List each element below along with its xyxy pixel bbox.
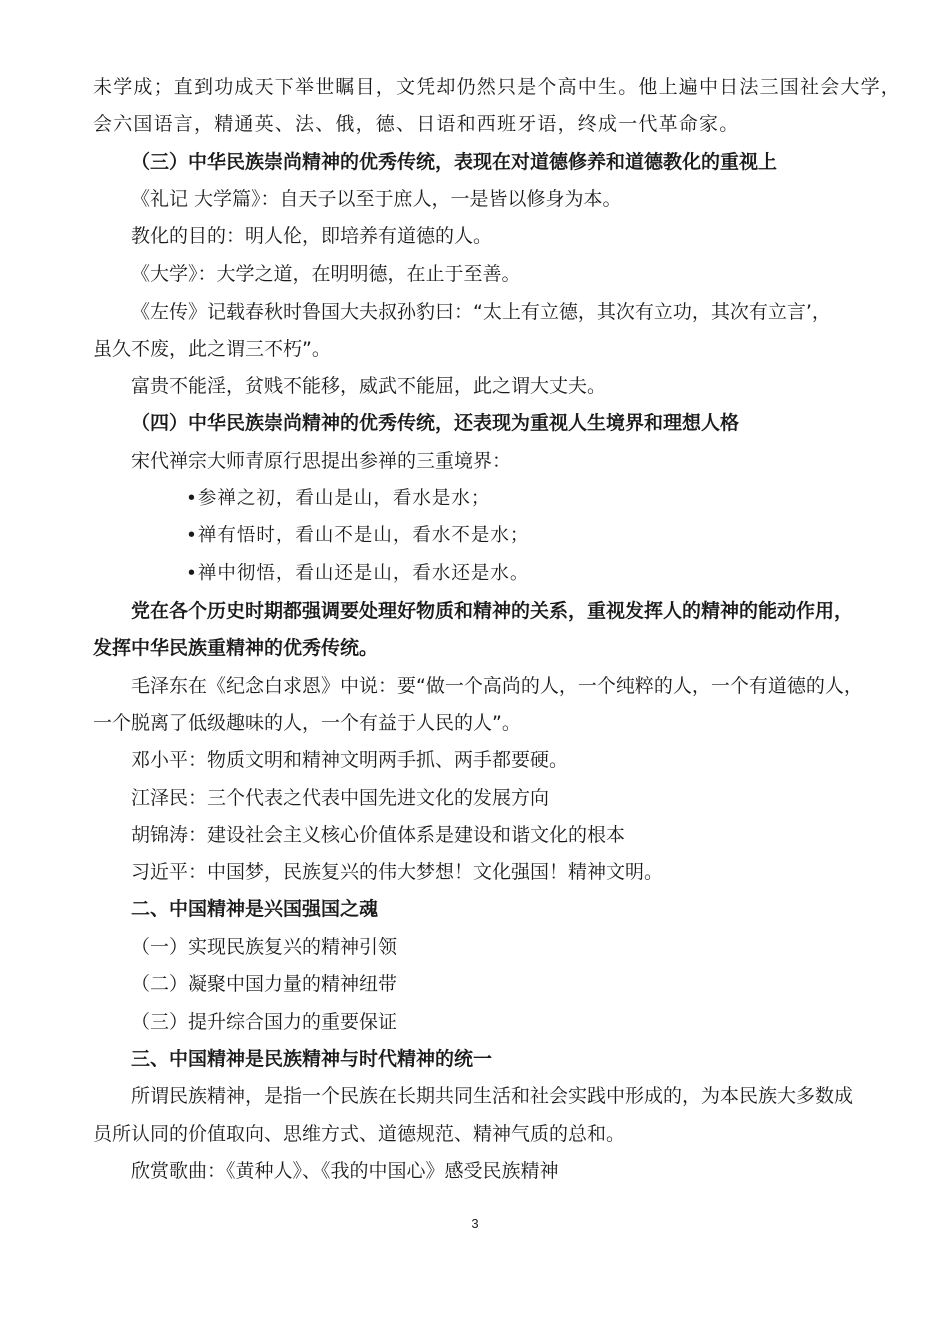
paragraph-line: 毛泽东在《纪念白求恩》中说：要“做一个高尚的人，一个纯粹的人，一个有道德的人， xyxy=(131,675,863,697)
paragraph-line: 邓小平：物质文明和精神文明两手抓、两手都要硬。 xyxy=(131,749,569,771)
bullet-item: •禅有悟时，看山不是山，看水不是水； xyxy=(186,525,530,546)
paragraph-line: 一个脱离了低级趣味的人，一个有益于人民的人”。 xyxy=(93,712,521,734)
bold-paragraph-line: 党在各个历史时期都强调要处理好物质和精神的关系，重视发挥人的精神的能动作用， xyxy=(131,600,854,622)
paragraph-line: 胡锦涛：建设社会主义核心价值体系是建设和谐文化的根本 xyxy=(131,824,626,846)
paragraph-line: 《礼记 大学篇》：自天子以至于庶人，一是皆以修身为本。 xyxy=(131,188,622,210)
paragraph-line: 员所认同的价值取向、思维方式、道德规范、精神气质的总和。 xyxy=(93,1123,626,1145)
subsection-item: （一）实现民族复兴的精神引领 xyxy=(131,936,398,958)
paragraph-line: 《大学》：大学之道，在明明德，在止于至善。 xyxy=(131,263,521,285)
paragraph-line: 虽久不废，此之谓三不朽”。 xyxy=(93,338,331,360)
bold-paragraph-line: 发挥中华民族重精神的优秀传统。 xyxy=(93,637,379,659)
paragraph-line: 未学成；直到功成天下举世瞩目，文凭却仍然只是个高中生。他上遍中日法三国社会大学， xyxy=(93,76,902,98)
paragraph-line: 教化的目的：明人伦，即培养有道德的人。 xyxy=(131,225,493,247)
bullet-item: •参禅之初，看山是山，看水是水； xyxy=(186,488,491,509)
section-heading: 二、中国精神是兴国强国之魂 xyxy=(131,898,379,920)
subsection-item: （三）提升综合国力的重要保证 xyxy=(131,1011,398,1033)
section-heading: （四）中华民族崇尚精神的优秀传统，还表现为重视人生境界和理想人格 xyxy=(131,412,740,434)
paragraph-line: 《左传》记载春秋时鲁国大夫叔孙豹曰：“太上有立德，其次有立功，其次有立言’， xyxy=(131,301,831,323)
subsection-item: （二）凝聚中国力量的精神纽带 xyxy=(131,973,398,995)
paragraph-line: 富贵不能淫，贫贱不能移，威武不能屈，此之谓大丈夫。 xyxy=(131,375,607,397)
paragraph-line: 会六国语言，精通英、法、俄，德、日语和西班牙语，终成一代革命家。 xyxy=(93,113,740,135)
paragraph-line: 欣赏歌曲：《黄种人》、《我的中国心》感受民族精神 xyxy=(131,1160,559,1182)
paragraph-line: 习近平：中国梦，民族复兴的伟大梦想！文化强国！精神文明。 xyxy=(131,861,664,883)
paragraph-line: 江泽民：三个代表之代表中国先进文化的发展方向 xyxy=(131,787,550,809)
section-heading: 三、中国精神是民族精神与时代精神的统一 xyxy=(131,1048,493,1070)
section-heading: （三）中华民族崇尚精神的优秀传统，表现在对道德修养和道德教化的重视上 xyxy=(131,151,778,173)
paragraph-line: 所谓民族精神，是指一个民族在长期共同生活和社会实践中形成的，为本民族大多数成 xyxy=(131,1085,854,1107)
page-number: 3 xyxy=(471,1216,479,1231)
paragraph-line: 宋代禅宗大师青原行思提出参禅的三重境界： xyxy=(131,450,512,472)
bullet-item: •禅中彻悟，看山还是山，看水还是水。 xyxy=(186,563,530,584)
